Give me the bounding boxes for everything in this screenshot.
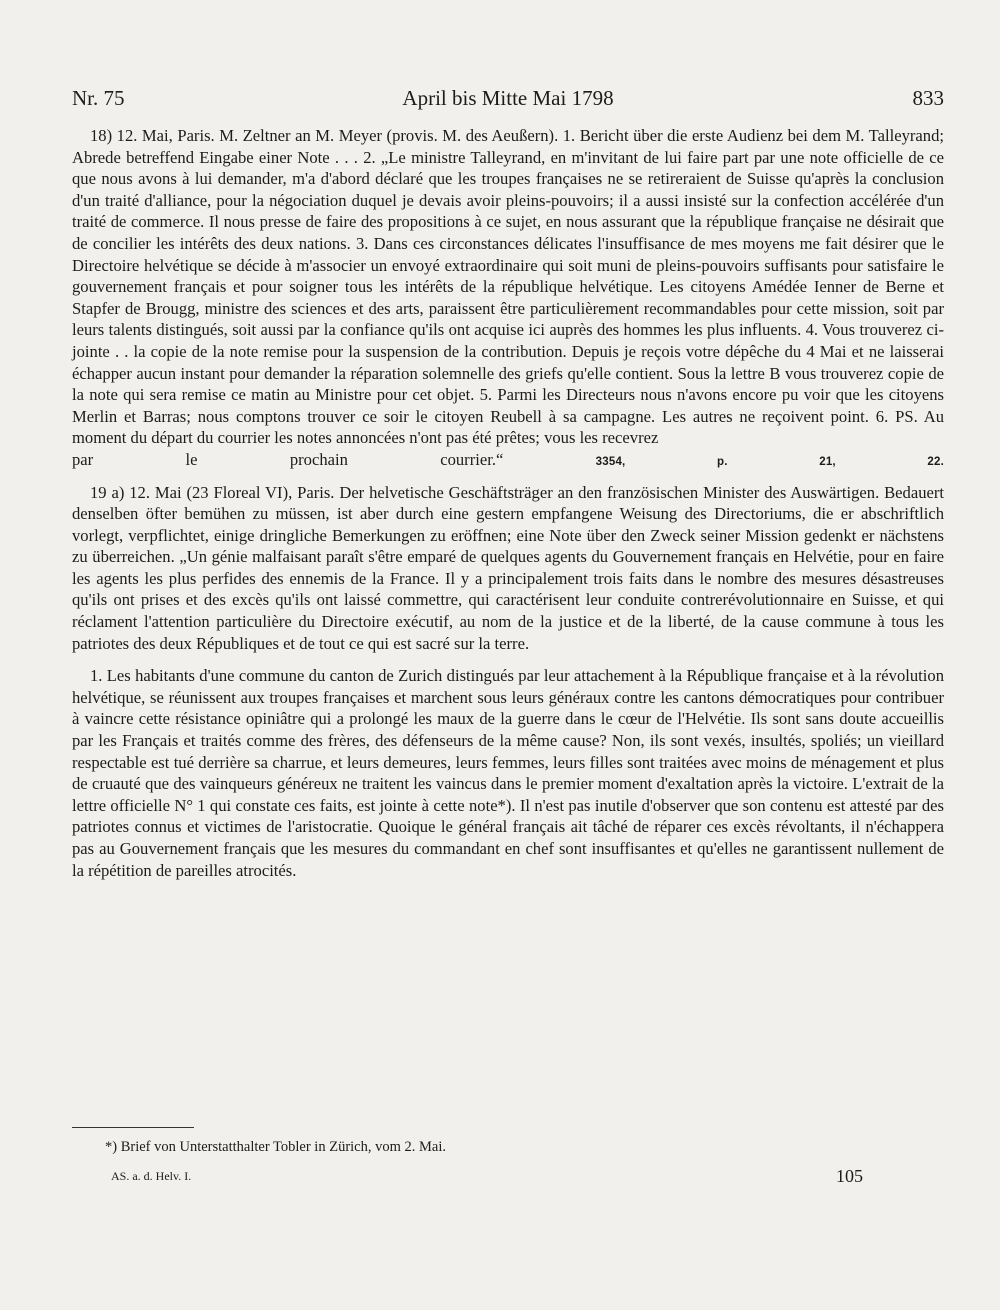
footnote: *) Brief von Unterstatthalter Tobler in Zürich, vom 2. Mai. — [105, 1139, 446, 1155]
archive-reference: 3354, p. 21, 22. — [595, 455, 944, 468]
page-footer — [111, 1166, 863, 1188]
entry-18-closing-line — [72, 449, 944, 474]
entry-19a-paragraph: 19 a) 12. Mai (23 Floreal VI), Paris. Der helvetische Geschäftsträger an den französischen Minister des Auswärtigen. Bedauert denselben öfter bemühen zu müssen, ist aber durch eine gestern empfangene Weisung des Directoriums, die er abschriftlich vorlegt, verpflichtet, einige dringliche Bemerkungen zu eröffnen; eine Note über den Zweck seiner Mission gedenkt er nächstens zu überreichen. „Un génie malfaisant paraît s'être emparé de quelques agents du Gouvernement français en Helvétie, pour en faire les agents les plus perfides des ennemis de la France. Il y a principalement trois faits dans le nombre des mesures désastreuses qu'ils ont prises et des excès qu'ils ont laissé commettre, qui caractérisent leur conduite contrerévolutionnaire en Suisse, et qui réclament l'attention particulière du Directoire exécutif, au nom de la justice et de la liberté, de la cause commune à tous les patriotes des deux Républiques et de tout ce qui est sacré sur la terre. — [72, 482, 944, 653]
signature-mark: AS. a. d. Helv. I. — [111, 1169, 192, 1183]
body-text — [72, 125, 944, 881]
entry-18-last-text: par le prochain courrier.“ — [72, 449, 504, 469]
entry-18-text: 18) 12. Mai, Paris. M. Zeltner an M. Meyer (provis. M. des Aeußern). 1. Bericht über die erste Audienz bei dem M. Talleyrand; Abrede betreffend Eingabe einer Note . . . 2. „Le ministre Talleyrand, en m'invitant de lui faire part par une note officielle de ce que nous avons à lui demander, m'a d'abord déclaré que les troupes françaises ne se retireraient de Suisse qu'après la conclusion d'un traité d'alliance, pour la négociation duquel je devais avoir pleins-pouvoirs; il a aussi insisté sur la confection accélérée d'un traité de commerce. Il nous presse de faire des propositions à ce sujet, en nous assurant que la république française ne désirait que de concilier les intérêts des deux nations. 3. Dans ces circonstances délicates l'insuffisance de mes moyens me fait désirer que le Directoire helvétique se décide à m'associer un envoyé extraordinaire qui soit muni de pleins-pouvoirs suffisants pour satisfaire le gouvernement français et pour soigner tous les intérêts de la république helvétique. Les citoyens Amédée Ienner de Berne et Stapfer de Brougg, ministre des sciences et des arts, paraissent être particulièrement recommandables pour cette mission, soit par leurs talents distingués, soit aussi par la confiance qu'ils ont acquise ici auprès des hommes les plus influents. 4. Vous trouverez ci-jointe . . la copie de la note remise pour la suspension de la contribution. Depuis je reçois votre dépêche du 4 Mai et ne laisserai échapper aucun instant pour demander la réparation solemnelle des griefs qu'elle contient. Sous la lettre B vous trouverez copie de la note qui sera remise ce matin au Ministre pour cet objet. 5. Parmi les Directeurs nous n'avons encore pu voir que les citoyens Merlin et Barras; nous comptons trouver ce soir le citoyen Reubell à sa campagne. Les autres ne reçoivent point. 6. PS. Au moment du départ du courrier les notes annoncées n'ont pas été prêtes; vous les recevrez — [72, 126, 944, 448]
entry-18-paragraph — [72, 125, 944, 474]
footnote-divider — [72, 1127, 194, 1128]
point-1-paragraph: 1. Les habitants d'une commune du canton de Zurich distingués par leur attachement à la République française et à la révolution helvétique, se réunissent aux troupes françaises et marchent sous leurs généraux contre les cantons démocratiques pour contribuer à vaincre cette résistance opiniâtre qui a prolongé les maux de la guerre dans le cœur de l'Helvétie. Ils sont sans doute accueillis par les Français et traités comme des frères, des défenseurs de la même cause? Non, ils sont vexés, insultés, spoliés; un vieillard respectable est tué derrière sa charrue, et leurs demeures, leurs femmes, leurs filles sont traitées avec moins de ménagement et plus de cruauté que des vainqueurs généreux ne traitent les vaincus dans le premier moment d'exaltation après la victoire. L'extrait de la lettre officielle N° 1 qui constate ces faits, est jointe à cette note*). Il n'est pas inutile d'observer que son contenu est attesté par des patriotes connus et victimes de l'aristocratie. Quoique le général français ait tâché de réparer ces excès révoltants, il n'échappera pas au Gouvernement français que les mesures du commandant en chef sont insuffisantes et qu'elles ne garantissent nullement de la répétition de pareilles atrocités. — [72, 666, 944, 880]
running-header — [72, 86, 944, 116]
sheet-number: 105 — [836, 1166, 863, 1186]
page-number: 833 — [912, 86, 944, 110]
section-title: April bis Mitte Mai 1798 — [402, 86, 614, 110]
document-number: Nr. 75 — [72, 86, 125, 110]
